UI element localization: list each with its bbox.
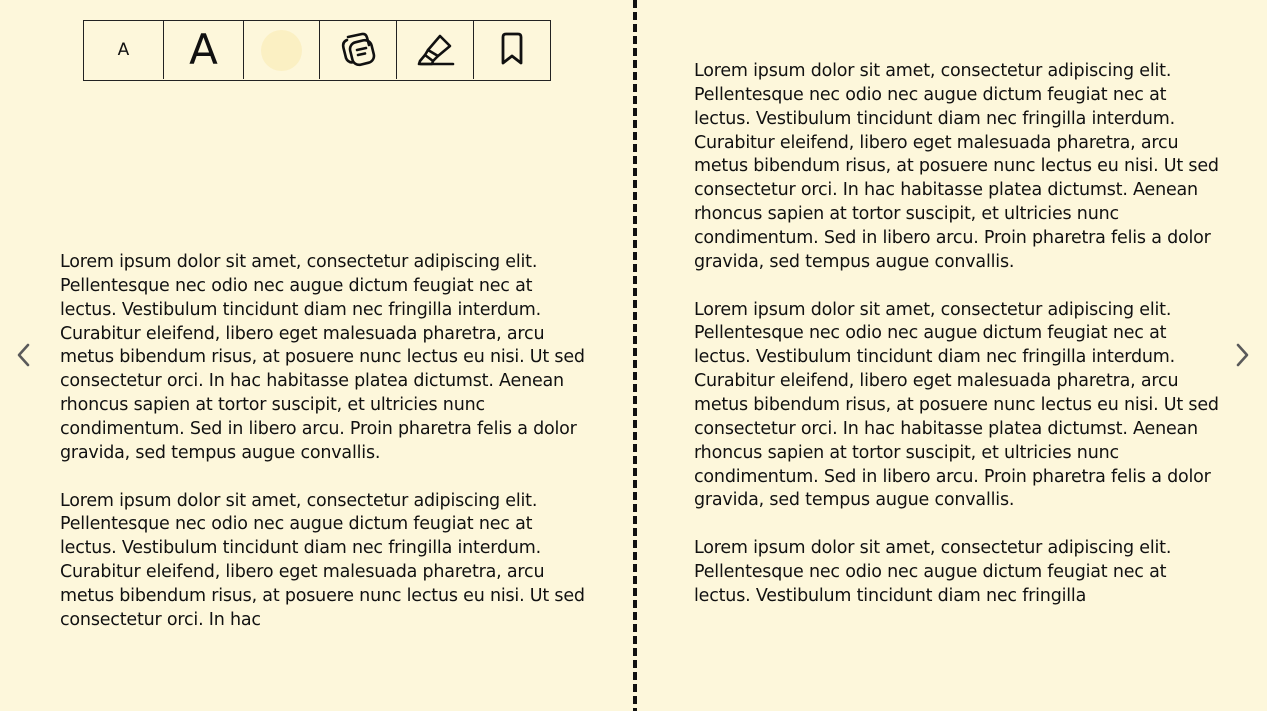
right-paragraph-2: Lorem ipsum dolor sit amet, consectetur adipiscing elit. Pellentesque nec odio nec augue dictum feugiat nec at lectus. Vestibulum tincidunt diam nec fringilla interdum. Curabitur eleifend, libero eget malesuada pharetra, arcu metus bibendum risus, at posuere nunc lectus eu nisi. Ut sed consectetur orci. In hac habitasse platea dictumst. Aenean rhoncus sapien at tortor suscipit, et ultricies nunc condimentum. Sed in libero arcu. Proin pharetra felis a dolor gravida, sed tempus augue convallis. (694, 299, 1219, 511)
font-small-label: A (117, 40, 130, 60)
notes-icon (336, 28, 380, 72)
next-page-button[interactable] (1229, 340, 1255, 370)
font-size-decrease-button[interactable] (84, 21, 164, 79)
right-paragraph-3: Lorem ipsum dolor sit amet, consectetur adipiscing elit. Pellentesque nec odio nec augue dictum feugiat nec at lectus. Vestibulum tincidunt diam nec fringilla (694, 538, 1172, 606)
font-large-label: A (189, 25, 218, 74)
notes-button[interactable] (320, 21, 397, 79)
left-paragraph-1: Lorem ipsum dolor sit amet, consectetur adipiscing elit. Pellentesque nec odio nec augue dictum feugiat nec at lectus. Vestibulum tincidunt diam nec fringilla interdum. Curabitur eleifend, libero eget malesuada pharetra, arcu metus bibendum risus, at posuere nunc lectus eu nisi. Ut sed consectetur orci. In hac habitasse platea dictumst. Aenean rhoncus sapien at tortor suscipit, et ultricies nunc condimentum. Sed in libero arcu. Proin pharetra felis a dolor gravida, sed tempus augue convallis. (60, 252, 585, 463)
chevron-left-icon (15, 342, 33, 368)
right-paragraph-1: Lorem ipsum dolor sit amet, consectetur adipiscing elit. Pellentesque nec odio nec augue dictum feugiat nec at lectus. Vestibulum tincidunt diam nec fringilla interdum. Curabitur eleifend, libero eget malesuada pharetra, arcu metus bibendum risus, at posuere nunc lectus eu nisi. Ut sed consectetur orci. In hac habitasse platea dictumst. Aenean rhoncus sapien at tortor suscipit, et ultricies nunc condimentum. Sed in libero arcu. Proin pharetra felis a dolor gravida, sed tempus augue convallis. (694, 61, 1219, 272)
highlighter-button[interactable] (397, 21, 474, 79)
highlighter-icon (413, 28, 457, 72)
chevron-right-icon (1233, 342, 1251, 368)
bookmark-button[interactable] (474, 21, 550, 79)
font-size-increase-button[interactable] (164, 21, 244, 79)
previous-page-button[interactable] (11, 340, 37, 370)
bookmark-icon (490, 28, 534, 72)
left-page (60, 251, 590, 657)
left-paragraph-2: Lorem ipsum dolor sit amet, consectetur adipiscing elit. Pellentesque nec odio nec augue dictum feugiat nec at lectus. Vestibulum tincidunt diam nec fringilla interdum. Curabitur eleifend, libero eget malesuada pharetra, arcu metus bibendum risus, at posuere nunc lectus eu nisi. Ut sed consectetur orci. In hac (60, 490, 585, 630)
color-swatch (261, 30, 302, 71)
reader-toolbar (83, 20, 551, 81)
right-page (694, 60, 1224, 633)
page-divider (633, 0, 637, 711)
background-color-button[interactable] (244, 21, 320, 79)
